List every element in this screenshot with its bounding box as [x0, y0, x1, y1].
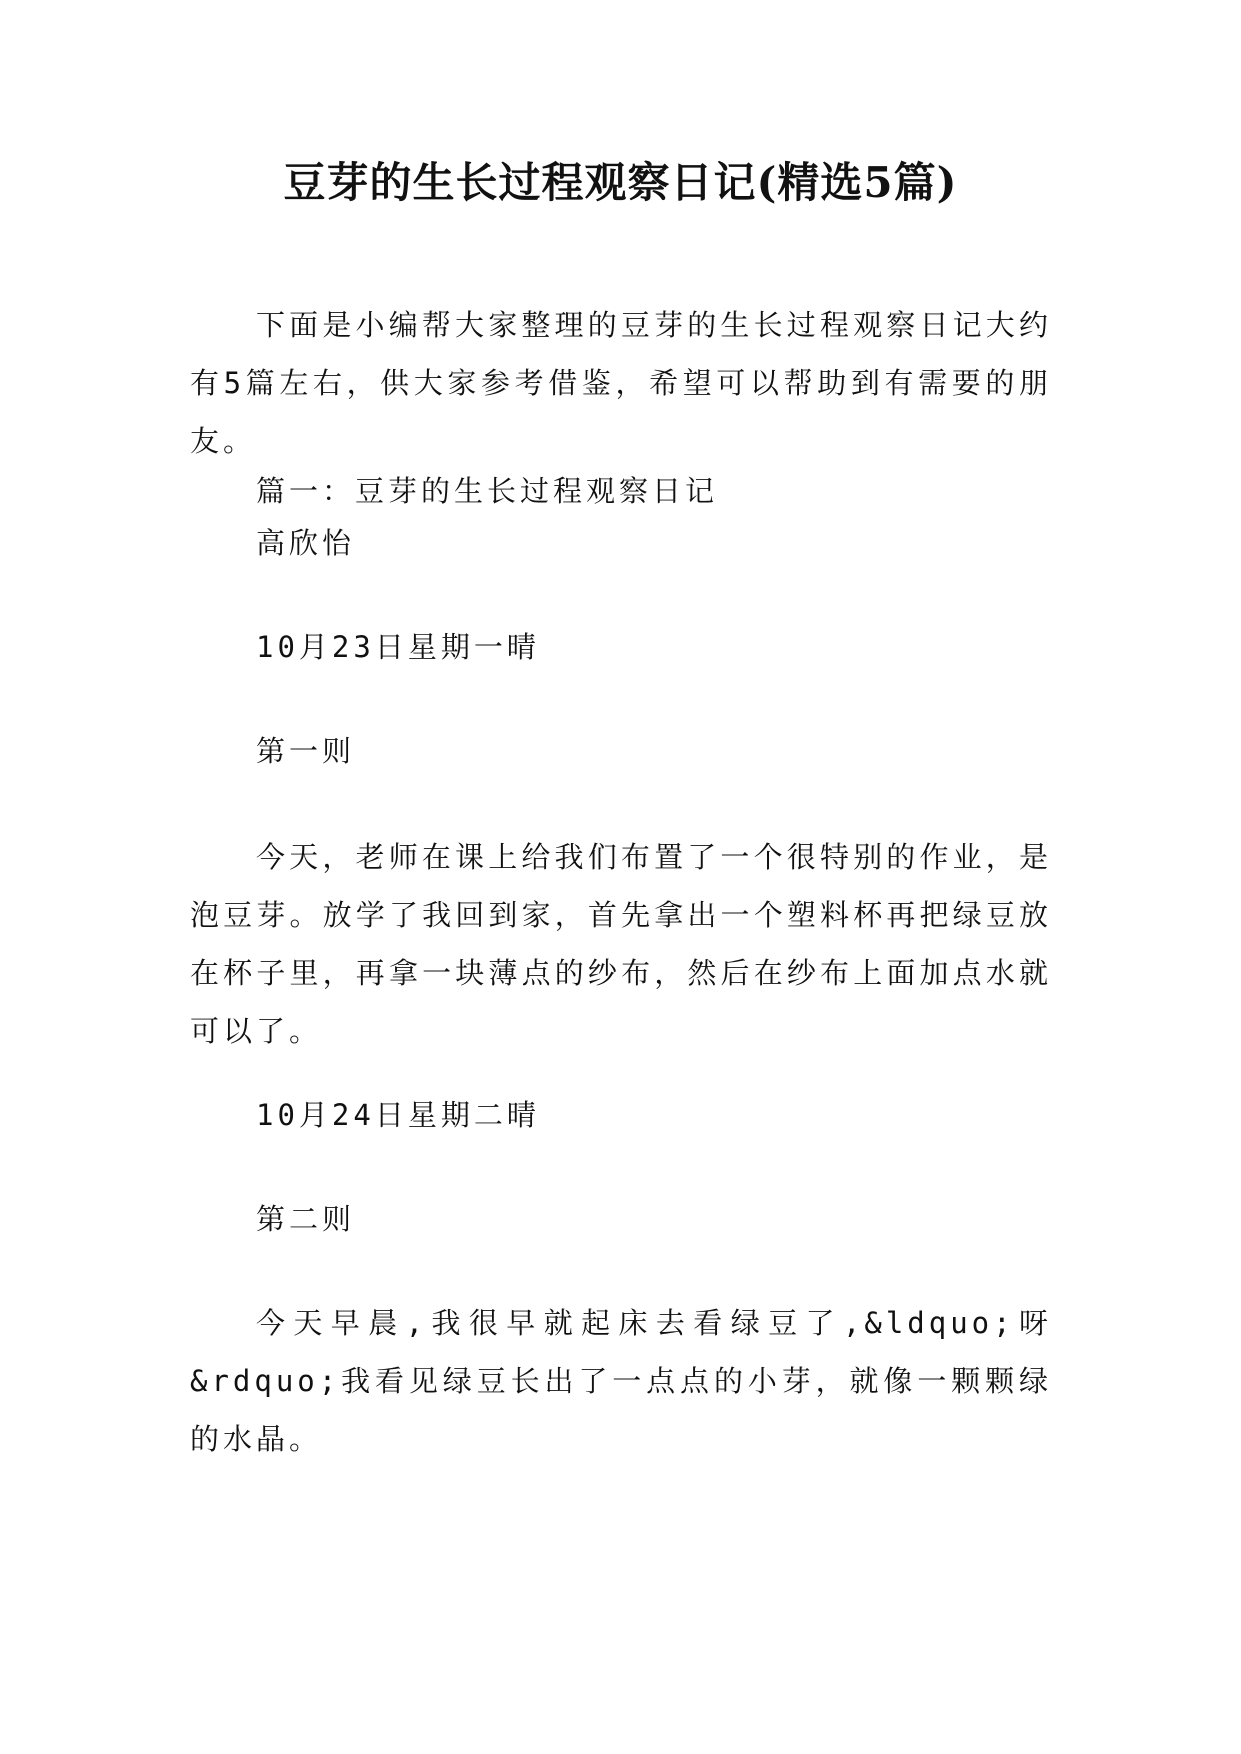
- entry-label: 第二则: [256, 1202, 356, 1236]
- entry-date: 10月24日星期二晴: [256, 1098, 540, 1132]
- entry-body: 今天，老师在课上给我们布置了一个很特别的作业，是泡豆芽。放学了我回到家，首先拿出一个塑料杯再把绿豆放在杯子里，再拿一块薄点的纱布，然后在纱布上面加点水就可以了。: [190, 840, 1052, 1048]
- entry-date: 10月23日星期一晴: [256, 630, 540, 664]
- entry-label: 第一则: [256, 734, 356, 768]
- entry-body: 今天早晨,我很早就起床去看绿豆了,&ldquo;呀&rdquo;我看见绿豆长出了一点点的小芽，就像一颗颗绿的水晶。: [190, 1306, 1052, 1456]
- author-name: 高欣怡: [256, 526, 356, 560]
- intro-paragraph: 下面是小编帮大家整理的豆芽的生长过程观察日记大约有5篇左右，供大家参考借鉴，希望可以帮助到有需要的朋友。: [190, 308, 1052, 458]
- document-title: 豆芽的生长过程观察日记(精选5篇): [283, 158, 958, 207]
- section-heading: 篇一：豆芽的生长过程观察日记: [256, 474, 719, 508]
